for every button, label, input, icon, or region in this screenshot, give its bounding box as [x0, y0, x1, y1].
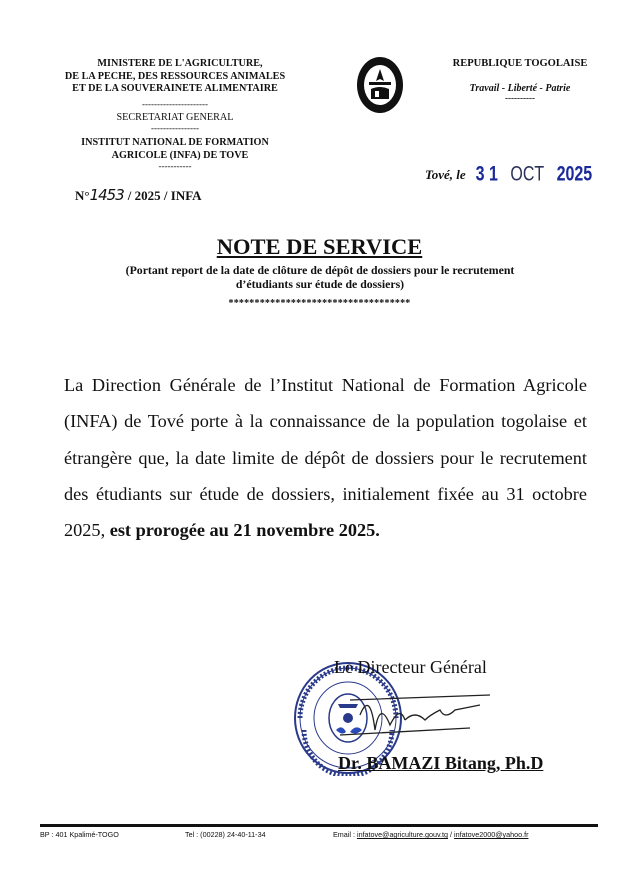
phone-number: Tel : (00228) 24-40-11-34: [185, 830, 266, 839]
subtitle-line-1: (Portant report de la date de clôture de dépôt de dossiers pour le recrutement: [125, 263, 515, 277]
email-contacts: [333, 830, 528, 839]
email-link-2[interactable]: infatove2000@yahoo.fr: [454, 830, 529, 839]
institute-line-1: INSTITUT NATIONAL DE FORMATION: [81, 137, 269, 148]
document-title: NOTE DE SERVICE: [216, 234, 423, 259]
footer-divider: [40, 824, 598, 827]
date-stamp: [476, 163, 601, 187]
institute-logo-icon: [355, 55, 405, 115]
stamp-day: 3 1: [475, 162, 498, 186]
republic-header: [420, 58, 620, 103]
ref-suffix: / 2025 / INFA: [127, 188, 202, 203]
subtitle-line-2: d’étudiants sur étude de dossiers): [235, 277, 405, 291]
signatory-name: Dr. BAMAZI Bitang, Ph.D: [338, 753, 544, 773]
separator: -----------: [158, 161, 192, 171]
email-label: Email :: [333, 830, 357, 839]
secretariat-general: SECRETARIAT GENERAL: [116, 111, 234, 123]
postal-address: BP : 401 Kpalimé-TOGO: [40, 830, 119, 839]
ministry-line-1: MINISTERE DE L'AGRICULTURE,: [97, 58, 263, 69]
ministry-line-3: ET DE LA SOUVERAINETE ALIMENTAIRE: [72, 83, 278, 94]
ministry-header: [40, 58, 310, 171]
handwritten-signature: [330, 680, 520, 750]
institute-line-2: AGRICOLE (INFA) DE TOVE: [111, 149, 249, 161]
document-subtitle: [40, 263, 600, 291]
ministry-line-2: DE LA PECHE, DES RESSOURCES ANIMALES: [64, 70, 286, 82]
footer: [40, 830, 600, 839]
separator: ----------: [505, 93, 535, 103]
stars-separator: ***********************************: [228, 298, 411, 309]
signatory-title: Le Directeur Général: [334, 657, 487, 677]
email-link-1[interactable]: infatove@agriculture.gouv.tg: [356, 830, 449, 839]
body-bold-text: est prorogée au 21 novembre 2025.: [109, 520, 380, 541]
separator: ----------------------: [142, 98, 208, 109]
body-paragraph: [64, 367, 587, 548]
place-date: [425, 162, 600, 186]
place-label: Tové, le: [425, 167, 466, 182]
national-motto: Travail - Liberté - Patrie: [469, 83, 571, 94]
email-separator: /: [448, 830, 455, 839]
ref-prefix: N°: [75, 188, 90, 203]
country-name: REPUBLIQUE TOGOLAISE: [452, 58, 588, 69]
body-text: La Direction Générale de l’Institut National de Formation Agricole (INFA) de Tové porte à la connaissance de la population togolaise et étrangère que, la date limite de dépôt de dossiers pour le recrutement des étudiants sur étude de dossiers, initialement fixée au 31 octobre 2025,: [64, 375, 587, 541]
stamp-month: OCT: [510, 162, 545, 186]
ref-handwritten-number: 1453: [89, 186, 124, 204]
reference-number: [75, 186, 202, 204]
stamp-year: 2025: [556, 162, 593, 186]
separator: ----------------: [151, 123, 199, 133]
